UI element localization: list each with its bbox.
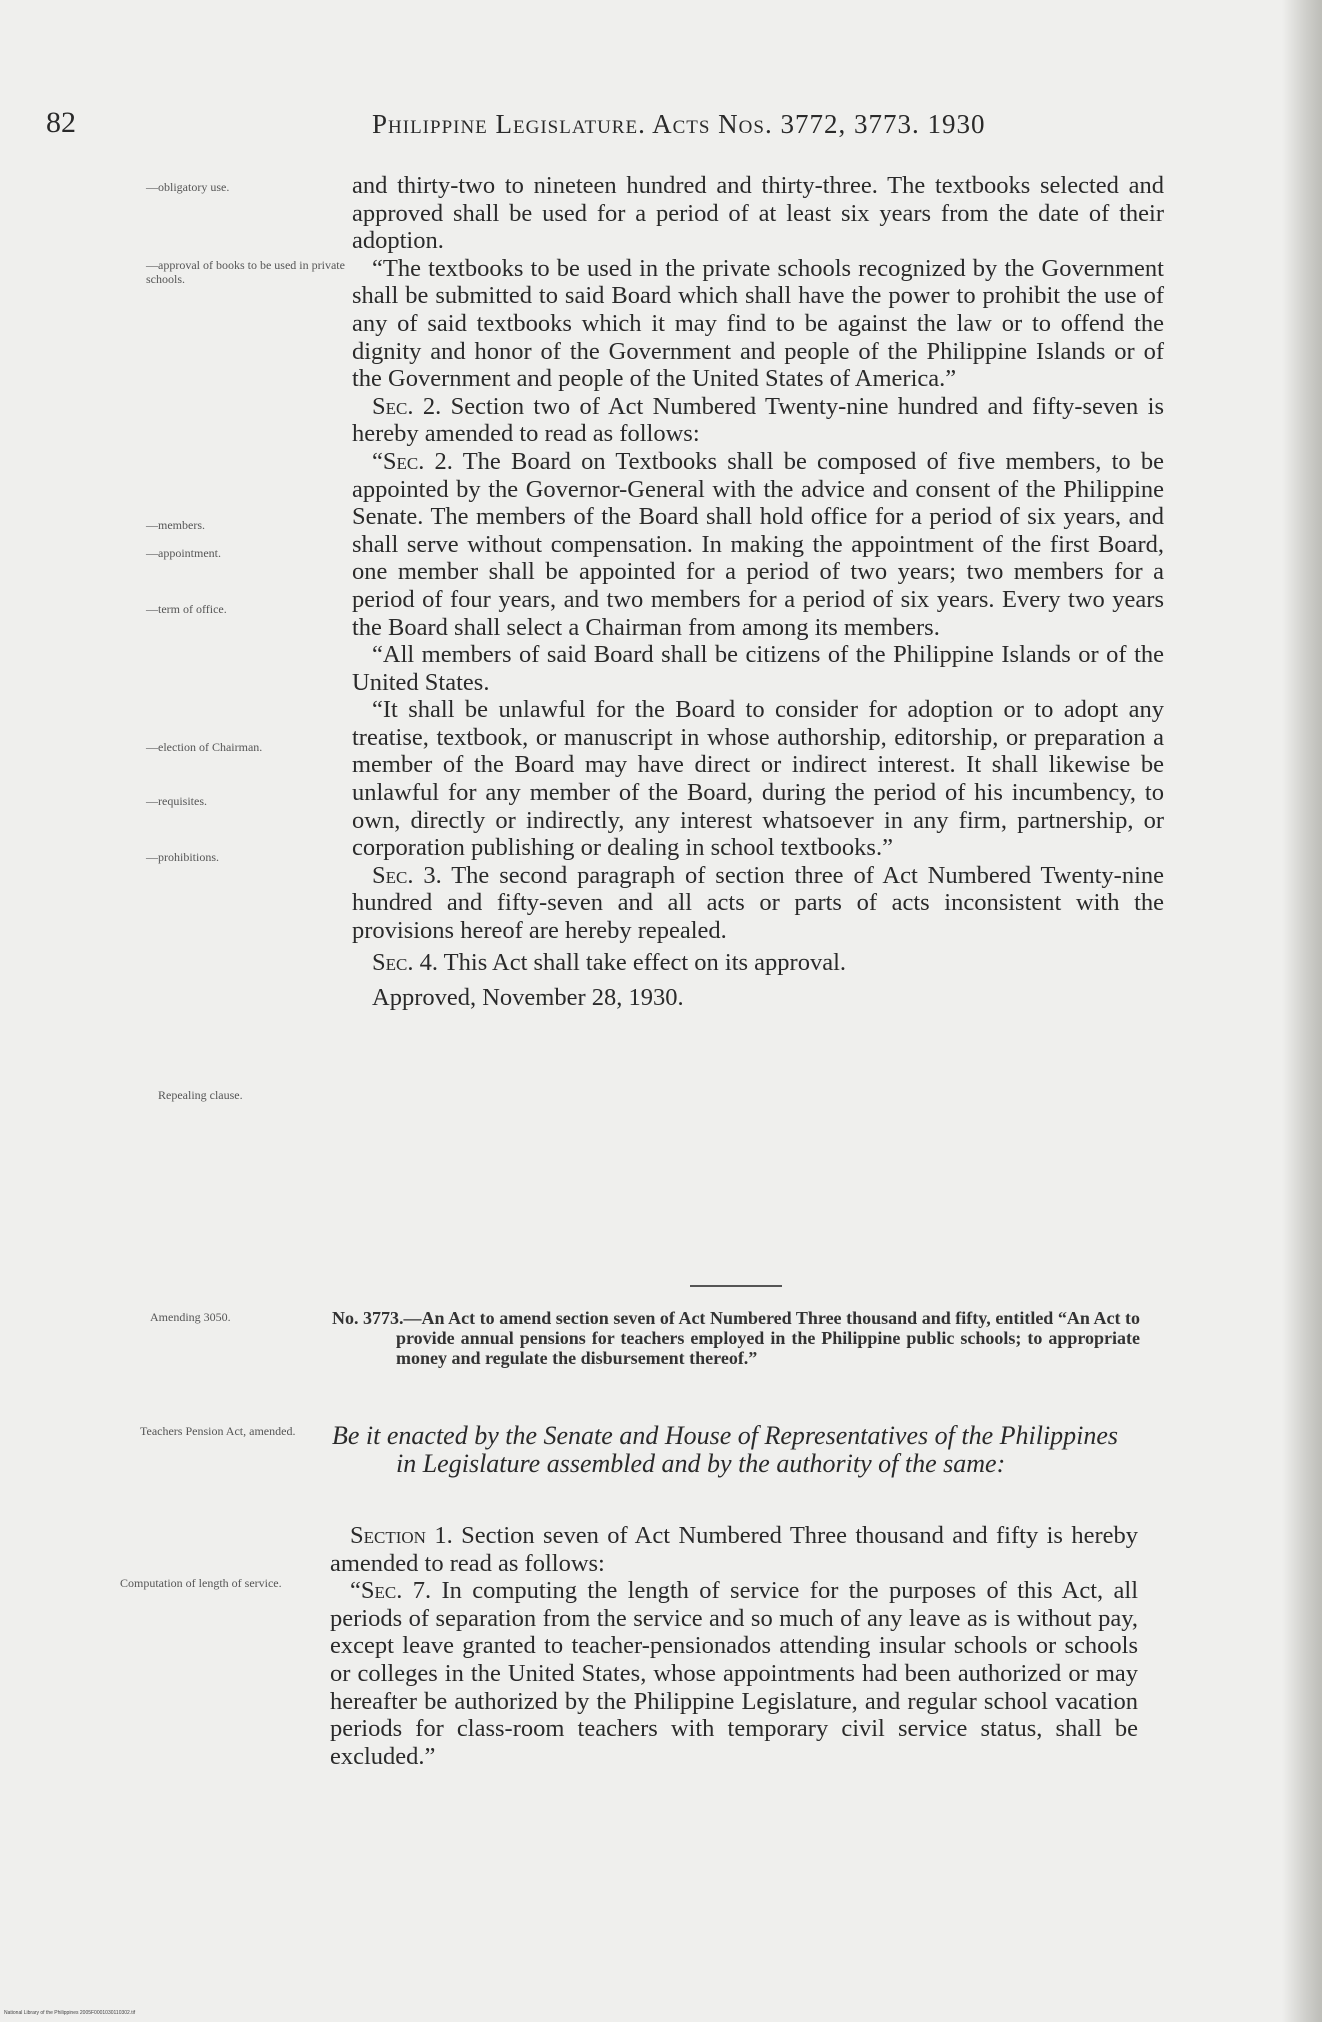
margin-note-prohibitions: —prohibitions. [146,850,220,864]
paragraph [352,393,1164,448]
paragraph [330,1577,1138,1770]
section-text: In computing the length of service for the purposes of this Act, all periods of separation from the service and so much of any leave as is without pay, except leave granted to teacher-pensionados attending insular schools or schools or colleges in the United States, whose appointments had been authorized or may hereafter be authorized by the Philippine Legislature, and regular school vacation periods for class-room teachers with temporary civil service status, shall be excluded.” [330,1577,1139,1770]
section-label: Sec. 3. [372,861,442,889]
enacting-clause [332,1422,1142,1478]
paragraph: “It shall be unlawful for the Board to consider for adoption or to adopt any treatise, textbook, or manuscript in whose authorship, editorship, or preparation a member of the Board may have direct or indirect interest. It shall likewise be unlawful for any member of the Board, during the period of his incumbency, to own, directly or indirectly, any interest whatsoever in any firm, partnership, or corporation publishing or dealing in school textbooks.” [352,696,1164,862]
section-text: The Board on Textbooks shall be composed of five members, to be appointed by the Governor-General with the advice and consent of the Philippine Senate. The members of the Board shall hold office for a period of six years, and shall serve without compensation. In making the appointment of the first Board, one member shall be appointed for a period of two years; two members for a period of four years, and two members for a period of six years. Every two years the Board shall select a Chairman from among its members. [352,447,1164,641]
paragraph: and thirty-two to nineteen hundred and thirty-three. The textbooks selected and approved shall be used for a period of at least six years from the date of their adoption. [352,172,1164,255]
margin-note-appointment: —appointment. [146,546,221,560]
act-3773-title [332,1308,1140,1368]
margin-note-teachers-pension: Teachers Pension Act, amended. [140,1424,296,1438]
approval-date: Approved, November 28, 1930. [372,984,684,1012]
paragraph: “All members of said Board shall be citizens of the Philippine Islands or of the United States. [352,641,1164,696]
paragraph: “The textbooks to be used in the private schools recognized by the Government shall be submitted to said Board which shall have the power to prohibit the use of any of said textbooks which it may find to be against the law or to offend the dignity and honor of the Government and people of the Philippine Islands or of the Government and people of the United States of America.” [352,254,1164,393]
section-label: Section 1. [350,1522,453,1549]
margin-note-requisites: —requisites. [146,794,207,808]
margin-note-obligatory-use: —obligatory use. [146,180,230,194]
margin-note-computation: Computation of length of service. [120,1576,282,1590]
paragraph [330,1522,1138,1577]
act-3773-body [330,1522,1138,1770]
page-header [0,106,1322,146]
section-text: Section seven of Act Numbered Three thousand and fifty is hereby amended to read as follows: [330,1522,1138,1577]
section-text: This Act shall take effect on its approval. [443,948,846,976]
act-title-text: No. 3773.—An Act to amend section seven of Act Numbered Three thousand and fifty, entitled “An Act to provide annual pensions for teachers employed in the Philippine public schools; to appropriate money and regulate the disbursement thereof.” [332,1308,1140,1368]
section-label: “Sec. 7. [350,1577,432,1605]
section-text: The second paragraph of section three of Act Numbered Twenty-nine hundred and fifty-seven and all acts or parts of acts inconsistent with the provisions hereof are hereby repealed. [352,861,1164,945]
margin-note-amending: Amending 3050. [150,1310,231,1324]
margin-note-approval-private: —approval of books to be used in private schools. [146,258,345,286]
act-3772-body [352,172,1164,1012]
margin-note-election-chairman: —election of Chairman. [146,740,263,754]
section-divider [690,1285,782,1287]
section-text: Section two of Act Numbered Twenty-nine hundred and fifty-seven is hereby amended to read as follows: [352,392,1164,448]
section-label: Sec. 2. [372,392,442,420]
section-label: Sec. 4. [372,948,438,976]
margin-note-term: —term of office. [146,602,227,616]
paragraph [352,862,1164,945]
paragraph [352,448,1164,641]
scan-credit: National Library of the Philippines 2005F0001030110302.tif [4,2010,136,2016]
margin-note-members: —members. [146,518,205,532]
running-head: Philippine Legislature. Acts Nos. 3772, 3773. 1930 [372,109,986,139]
page-number: 82 [46,106,76,139]
margin-note-repealing: Repealing clause. [158,1088,243,1102]
paragraph [352,949,1164,977]
section-label: “Sec. 2. [372,447,453,475]
enacting-clause-text: Be it enacted by the Senate and House of Representatives of the Philippines in Legislature assembled and by the authority of the same: [332,1421,1119,1478]
page-edge-shadow [1282,0,1322,2022]
